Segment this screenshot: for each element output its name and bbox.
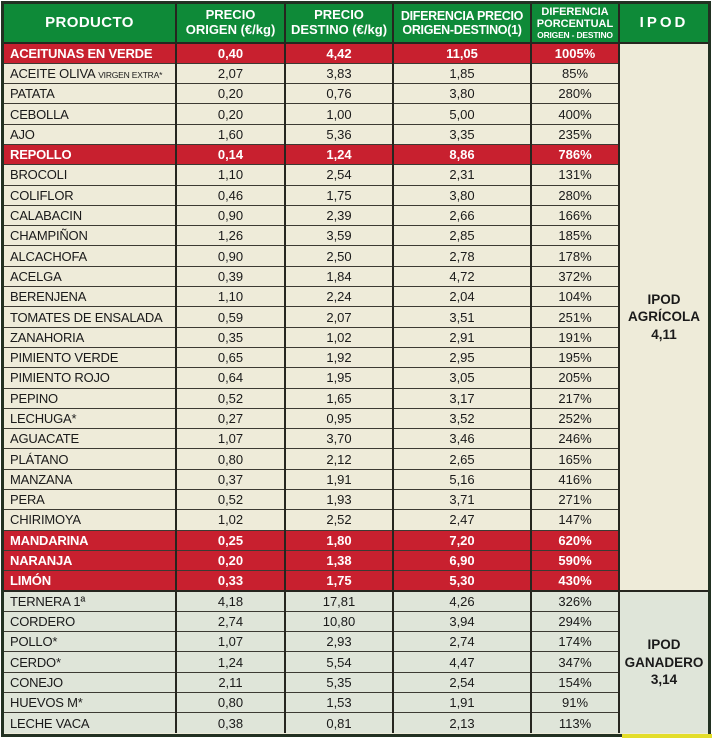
table-row bbox=[4, 713, 708, 733]
cell-diferencia-porcentual: 131% bbox=[531, 165, 619, 185]
cell-diferencia-porcentual: 1005% bbox=[531, 43, 619, 63]
cell-product: PEPINO bbox=[4, 388, 176, 408]
table-row bbox=[4, 205, 708, 225]
cell-diferencia-porcentual: 113% bbox=[531, 713, 619, 733]
cell-precio-origen: 1,07 bbox=[176, 429, 285, 449]
cell-diferencia-porcentual: 185% bbox=[531, 226, 619, 246]
cell-precio-destino: 0,76 bbox=[285, 84, 393, 104]
cell-diferencia-precio: 3,17 bbox=[393, 388, 531, 408]
cell-diferencia-precio: 4,26 bbox=[393, 591, 531, 611]
cell-diferencia-porcentual: 104% bbox=[531, 287, 619, 307]
cell-precio-destino: 3,70 bbox=[285, 429, 393, 449]
cell-precio-origen: 0,80 bbox=[176, 693, 285, 713]
table-row bbox=[4, 591, 708, 611]
cell-diferencia-porcentual: 372% bbox=[531, 266, 619, 286]
cell-diferencia-precio: 7,20 bbox=[393, 530, 531, 550]
cell-precio-origen: 0,14 bbox=[176, 144, 285, 164]
cell-diferencia-porcentual: 165% bbox=[531, 449, 619, 469]
cell-precio-destino: 2,24 bbox=[285, 287, 393, 307]
cell-product: CONEJO bbox=[4, 672, 176, 692]
cell-diferencia-porcentual: 271% bbox=[531, 490, 619, 510]
cell-precio-origen: 0,90 bbox=[176, 246, 285, 266]
table-row bbox=[4, 307, 708, 327]
cell-precio-destino: 1,24 bbox=[285, 144, 393, 164]
cell-precio-origen: 0,46 bbox=[176, 185, 285, 205]
cell-precio-origen: 0,64 bbox=[176, 368, 285, 388]
cell-precio-destino: 17,81 bbox=[285, 591, 393, 611]
col-header-diferencia-precio: DIFERENCIA PRECIO ORIGEN-DESTINO(1) bbox=[393, 4, 531, 43]
product-qualifier: VIRGEN EXTRA* bbox=[98, 69, 163, 80]
cell-diferencia-porcentual: 235% bbox=[531, 124, 619, 144]
cell-diferencia-precio: 2,95 bbox=[393, 347, 531, 367]
cell-diferencia-precio: 2,54 bbox=[393, 672, 531, 692]
cell-product: PIMIENTO ROJO bbox=[4, 368, 176, 388]
cell-precio-origen: 0,65 bbox=[176, 347, 285, 367]
cell-product: PATATA bbox=[4, 84, 176, 104]
cell-product: CORDERO bbox=[4, 611, 176, 631]
cell-diferencia-precio: 5,16 bbox=[393, 469, 531, 489]
cell-precio-origen: 1,60 bbox=[176, 124, 285, 144]
cell-diferencia-porcentual: 252% bbox=[531, 408, 619, 428]
table-row bbox=[4, 124, 708, 144]
table-row bbox=[4, 165, 708, 185]
cell-precio-origen: 0,52 bbox=[176, 490, 285, 510]
cell-precio-origen: 0,37 bbox=[176, 469, 285, 489]
table-row bbox=[4, 104, 708, 124]
table-row bbox=[4, 84, 708, 104]
cell-diferencia-porcentual: 416% bbox=[531, 469, 619, 489]
table-row bbox=[4, 185, 708, 205]
cell-precio-origen: 1,24 bbox=[176, 652, 285, 672]
cell-diferencia-porcentual: 154% bbox=[531, 672, 619, 692]
cell-precio-destino: 3,59 bbox=[285, 226, 393, 246]
table-row bbox=[4, 530, 708, 550]
cell-product: CHAMPIÑON bbox=[4, 226, 176, 246]
table-row bbox=[4, 368, 708, 388]
table-row bbox=[4, 632, 708, 652]
cell-precio-origen: 0,59 bbox=[176, 307, 285, 327]
cell-precio-destino: 2,52 bbox=[285, 510, 393, 530]
cell-precio-destino: 2,39 bbox=[285, 205, 393, 225]
cell-precio-origen: 1,02 bbox=[176, 510, 285, 530]
ipod-ganadero-cell bbox=[619, 591, 708, 733]
table-row bbox=[4, 550, 708, 570]
cell-precio-destino: 2,07 bbox=[285, 307, 393, 327]
table-row bbox=[4, 63, 708, 83]
cell-precio-destino: 2,54 bbox=[285, 165, 393, 185]
cell-diferencia-porcentual: 400% bbox=[531, 104, 619, 124]
price-table-body bbox=[4, 43, 708, 733]
header-row bbox=[4, 4, 708, 43]
cell-precio-destino: 1,95 bbox=[285, 368, 393, 388]
cell-diferencia-porcentual: 147% bbox=[531, 510, 619, 530]
cell-diferencia-precio: 8,86 bbox=[393, 144, 531, 164]
cell-precio-origen: 0,52 bbox=[176, 388, 285, 408]
cell-diferencia-precio: 3,71 bbox=[393, 490, 531, 510]
cell-precio-destino: 4,42 bbox=[285, 43, 393, 63]
cell-diferencia-precio: 2,65 bbox=[393, 449, 531, 469]
cell-precio-origen: 1,26 bbox=[176, 226, 285, 246]
table-row bbox=[4, 226, 708, 246]
cell-product: BROCOLI bbox=[4, 165, 176, 185]
table-row bbox=[4, 43, 708, 63]
cell-diferencia-precio: 3,80 bbox=[393, 185, 531, 205]
cell-precio-destino: 1,84 bbox=[285, 266, 393, 286]
cell-diferencia-porcentual: 85% bbox=[531, 63, 619, 83]
cell-diferencia-precio: 3,51 bbox=[393, 307, 531, 327]
ipod-label: GANADERO bbox=[624, 654, 704, 670]
cell-precio-destino: 1,75 bbox=[285, 185, 393, 205]
cell-precio-destino: 2,12 bbox=[285, 449, 393, 469]
cell-precio-origen: 0,90 bbox=[176, 205, 285, 225]
ipod-label: IPOD bbox=[647, 291, 681, 307]
cell-precio-origen: 0,40 bbox=[176, 43, 285, 63]
cell-precio-destino: 10,80 bbox=[285, 611, 393, 631]
cell-precio-destino: 5,36 bbox=[285, 124, 393, 144]
cell-precio-destino: 1,93 bbox=[285, 490, 393, 510]
cell-diferencia-precio: 2,91 bbox=[393, 327, 531, 347]
ipod-price-table bbox=[4, 4, 708, 733]
cell-precio-destino: 3,83 bbox=[285, 63, 393, 83]
table-row bbox=[4, 429, 708, 449]
cell-precio-origen: 1,10 bbox=[176, 287, 285, 307]
table-row bbox=[4, 490, 708, 510]
cell-precio-origen: 0,20 bbox=[176, 84, 285, 104]
cell-diferencia-precio: 1,91 bbox=[393, 693, 531, 713]
cell-diferencia-precio: 5,30 bbox=[393, 571, 531, 591]
cell-precio-origen: 2,11 bbox=[176, 672, 285, 692]
cell-product: COLIFLOR bbox=[4, 185, 176, 205]
cell-diferencia-precio: 3,52 bbox=[393, 408, 531, 428]
cell-product: HUEVOS M* bbox=[4, 693, 176, 713]
cell-precio-destino: 1,65 bbox=[285, 388, 393, 408]
cell-product: AGUACATE bbox=[4, 429, 176, 449]
ipod-value: 4,11 bbox=[651, 326, 677, 342]
cell-diferencia-porcentual: 217% bbox=[531, 388, 619, 408]
ipod-label: AGRÍCOLA bbox=[628, 309, 700, 325]
cell-product: PERA bbox=[4, 490, 176, 510]
cell-precio-origen: 1,10 bbox=[176, 165, 285, 185]
cell-diferencia-porcentual: 280% bbox=[531, 185, 619, 205]
cell-product: MANZANA bbox=[4, 469, 176, 489]
cell-diferencia-porcentual: 347% bbox=[531, 652, 619, 672]
cell-diferencia-porcentual: 195% bbox=[531, 347, 619, 367]
cell-diferencia-porcentual: 430% bbox=[531, 571, 619, 591]
table-row bbox=[4, 510, 708, 530]
cell-product: LECHUGA* bbox=[4, 408, 176, 428]
cell-diferencia-porcentual: 294% bbox=[531, 611, 619, 631]
cell-precio-destino: 1,91 bbox=[285, 469, 393, 489]
table-row bbox=[4, 388, 708, 408]
cell-diferencia-precio: 3,46 bbox=[393, 429, 531, 449]
cell-precio-destino: 5,35 bbox=[285, 672, 393, 692]
cell-precio-destino: 2,50 bbox=[285, 246, 393, 266]
cell-diferencia-precio: 2,85 bbox=[393, 226, 531, 246]
cell-product: TOMATES DE ENSALADA bbox=[4, 307, 176, 327]
cell-product: MANDARINA bbox=[4, 530, 176, 550]
price-table-frame bbox=[1, 1, 711, 737]
cell-product: ACEITUNAS EN VERDE bbox=[4, 43, 176, 63]
col-header-precio-destino: PRECIO DESTINO (€/kg) bbox=[285, 4, 393, 43]
cell-product: ACEITE OLIVA VIRGEN EXTRA* bbox=[4, 63, 176, 83]
cell-diferencia-porcentual: 590% bbox=[531, 550, 619, 570]
cell-precio-destino: 1,92 bbox=[285, 347, 393, 367]
ipod-label: IPOD bbox=[647, 637, 681, 653]
cell-diferencia-precio: 11,05 bbox=[393, 43, 531, 63]
ipod-value: 3,14 bbox=[650, 672, 678, 688]
cell-diferencia-porcentual: 326% bbox=[531, 591, 619, 611]
cell-diferencia-precio: 3,94 bbox=[393, 611, 531, 631]
table-row bbox=[4, 672, 708, 692]
cell-product: POLLO* bbox=[4, 632, 176, 652]
cell-precio-origen: 4,18 bbox=[176, 591, 285, 611]
cell-product: REPOLLO bbox=[4, 144, 176, 164]
cell-product: AJO bbox=[4, 124, 176, 144]
cell-diferencia-porcentual: 205% bbox=[531, 368, 619, 388]
cell-diferencia-precio: 3,35 bbox=[393, 124, 531, 144]
table-row bbox=[4, 347, 708, 367]
table-row bbox=[4, 144, 708, 164]
cell-precio-destino: 1,53 bbox=[285, 693, 393, 713]
table-row bbox=[4, 327, 708, 347]
cell-diferencia-precio: 2,78 bbox=[393, 246, 531, 266]
col-header-diferencia-porcentual: DIFERENCIA PORCENTUAL ORIGEN - DESTINO bbox=[531, 4, 619, 43]
cell-diferencia-porcentual: 174% bbox=[531, 632, 619, 652]
cell-precio-destino: 5,54 bbox=[285, 652, 393, 672]
cell-precio-destino: 1,38 bbox=[285, 550, 393, 570]
cell-diferencia-precio: 2,47 bbox=[393, 510, 531, 530]
cell-diferencia-precio: 2,74 bbox=[393, 632, 531, 652]
cell-product: PLÁTANO bbox=[4, 449, 176, 469]
cell-precio-destino: 1,02 bbox=[285, 327, 393, 347]
cell-precio-destino: 0,81 bbox=[285, 713, 393, 733]
cell-precio-origen: 0,80 bbox=[176, 449, 285, 469]
cell-precio-origen: 0,39 bbox=[176, 266, 285, 286]
cell-diferencia-porcentual: 251% bbox=[531, 307, 619, 327]
table-row bbox=[4, 469, 708, 489]
table-row bbox=[4, 652, 708, 672]
cell-product: CEBOLLA bbox=[4, 104, 176, 124]
cell-precio-origen: 0,20 bbox=[176, 104, 285, 124]
cell-product: NARANJA bbox=[4, 550, 176, 570]
cell-diferencia-porcentual: 280% bbox=[531, 84, 619, 104]
cell-precio-origen: 2,07 bbox=[176, 63, 285, 83]
ipod-agricola-cell bbox=[619, 43, 708, 591]
cell-precio-origen: 1,07 bbox=[176, 632, 285, 652]
cell-precio-origen: 0,33 bbox=[176, 571, 285, 591]
cell-product: BERENJENA bbox=[4, 287, 176, 307]
cell-diferencia-precio: 6,90 bbox=[393, 550, 531, 570]
cell-precio-origen: 0,27 bbox=[176, 408, 285, 428]
cell-precio-destino: 0,95 bbox=[285, 408, 393, 428]
cell-precio-destino: 1,75 bbox=[285, 571, 393, 591]
cell-precio-destino: 2,93 bbox=[285, 632, 393, 652]
table-row bbox=[4, 246, 708, 266]
cell-precio-destino: 1,80 bbox=[285, 530, 393, 550]
table-row bbox=[4, 693, 708, 713]
cell-product: TERNERA 1ª bbox=[4, 591, 176, 611]
cell-precio-origen: 2,74 bbox=[176, 611, 285, 631]
cell-precio-origen: 0,25 bbox=[176, 530, 285, 550]
table-row bbox=[4, 266, 708, 286]
cell-product: ALCACHOFA bbox=[4, 246, 176, 266]
cell-diferencia-porcentual: 91% bbox=[531, 693, 619, 713]
cell-precio-origen: 0,35 bbox=[176, 327, 285, 347]
cell-diferencia-precio: 2,31 bbox=[393, 165, 531, 185]
cell-product: CERDO* bbox=[4, 652, 176, 672]
table-row bbox=[4, 449, 708, 469]
cell-product: ACELGA bbox=[4, 266, 176, 286]
cell-product: PIMIENTO VERDE bbox=[4, 347, 176, 367]
cell-diferencia-precio: 1,85 bbox=[393, 63, 531, 83]
col-header-ipod: IPOD bbox=[619, 4, 708, 43]
table-row bbox=[4, 611, 708, 631]
table-row bbox=[4, 408, 708, 428]
cell-product: ZANAHORIA bbox=[4, 327, 176, 347]
cell-diferencia-precio: 4,47 bbox=[393, 652, 531, 672]
col-header-precio-origen: PRECIO ORIGEN (€/kg) bbox=[176, 4, 285, 43]
cell-product: LIMÓN bbox=[4, 571, 176, 591]
cell-diferencia-precio: 2,13 bbox=[393, 713, 531, 733]
table-row bbox=[4, 571, 708, 591]
table-row bbox=[4, 287, 708, 307]
cell-diferencia-precio: 3,80 bbox=[393, 84, 531, 104]
cell-product: CALABACIN bbox=[4, 205, 176, 225]
cell-diferencia-porcentual: 246% bbox=[531, 429, 619, 449]
col-header-producto bbox=[4, 4, 176, 43]
cell-product: CHIRIMOYA bbox=[4, 510, 176, 530]
cell-product: LECHE VACA bbox=[4, 713, 176, 733]
yellow-accent-strip bbox=[622, 734, 712, 738]
cell-precio-origen: 0,38 bbox=[176, 713, 285, 733]
header-label: PRODUCTO bbox=[45, 13, 134, 31]
cell-diferencia-precio: 3,05 bbox=[393, 368, 531, 388]
cell-diferencia-porcentual: 191% bbox=[531, 327, 619, 347]
cell-diferencia-porcentual: 166% bbox=[531, 205, 619, 225]
cell-diferencia-precio: 4,72 bbox=[393, 266, 531, 286]
cell-diferencia-porcentual: 786% bbox=[531, 144, 619, 164]
cell-diferencia-porcentual: 178% bbox=[531, 246, 619, 266]
cell-precio-origen: 0,20 bbox=[176, 550, 285, 570]
cell-precio-destino: 1,00 bbox=[285, 104, 393, 124]
cell-diferencia-porcentual: 620% bbox=[531, 530, 619, 550]
cell-diferencia-precio: 5,00 bbox=[393, 104, 531, 124]
cell-diferencia-precio: 2,04 bbox=[393, 287, 531, 307]
cell-diferencia-precio: 2,66 bbox=[393, 205, 531, 225]
